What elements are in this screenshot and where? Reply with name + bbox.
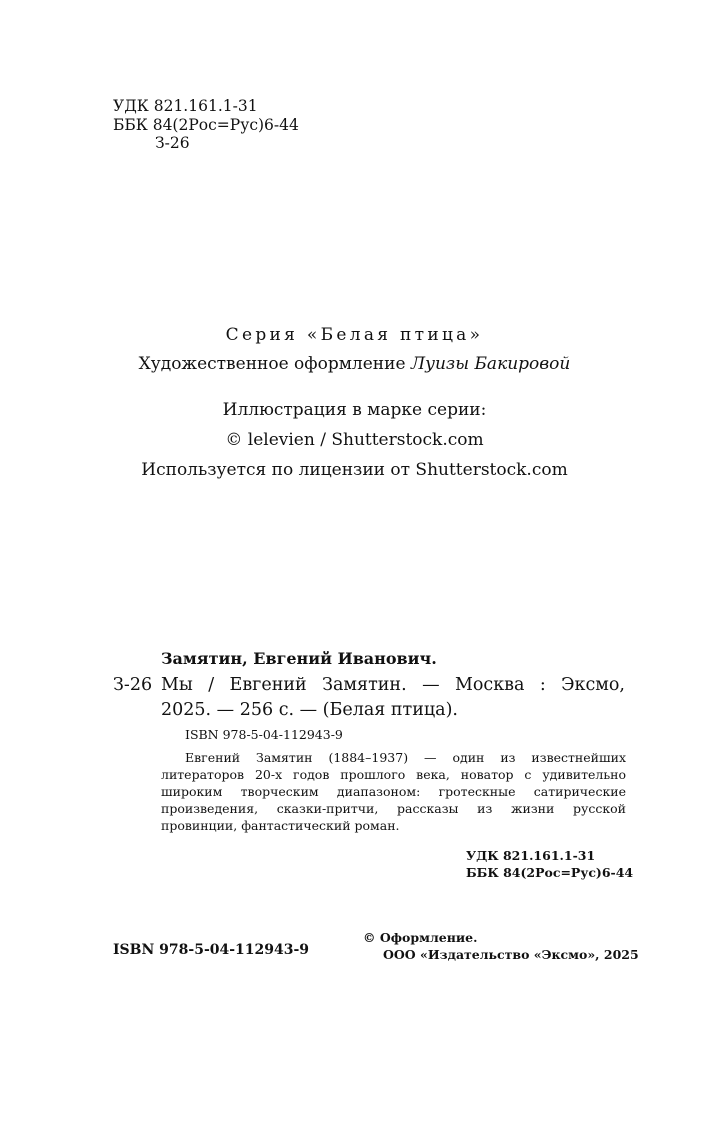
catalog-annotation xyxy=(161,749,626,834)
annotation-line: литераторов 20-х годов прошлого века, новатор с удивительно xyxy=(161,767,626,782)
catalog-author-mark: З-26 xyxy=(113,675,153,695)
catalog-title-line-1: Мы / Евгений Замятин. — Москва : Эксмо, xyxy=(161,675,625,695)
annotation-line: широким творческим диапазоном: гротескные сатирические xyxy=(161,784,626,799)
copyright-notice xyxy=(363,930,639,963)
designer-name: Луизы Бакировой xyxy=(410,354,571,374)
design-credit-prefix: Художественное оформление xyxy=(138,354,406,374)
annotation-line: провинции, фантастический роман. xyxy=(161,818,400,833)
annotation-line: произведения, сказки-притчи, рассказы из жизни русской xyxy=(161,801,626,816)
catalog-author: Замятин, Евгений Иванович. xyxy=(161,649,437,668)
copyright-line-1: © Оформление. xyxy=(363,930,478,945)
footer-isbn: ISBN 978-5-04-112943-9 xyxy=(113,942,310,958)
catalog-udk: УДК 821.161.1-31 xyxy=(466,848,596,863)
illustration-line-2: © lelevien / Shutterstock.com xyxy=(225,430,484,450)
author-mark: З-26 xyxy=(155,134,190,152)
illustration-line-1: Иллюстрация в марке серии: xyxy=(222,400,487,420)
catalog-isbn: ISBN 978-5-04-112943-9 xyxy=(185,727,343,742)
annotation-line: Евгений Замятин (1884–1937) — один из известнейших xyxy=(185,750,626,765)
series-title: Серия «Белая птица» xyxy=(225,325,484,345)
copyright-line-2: ООО «Издательство «Эксмо», 2025 xyxy=(383,946,639,962)
catalog-codes xyxy=(466,847,633,881)
bbk-code: ББК 84(2Рос=Рус)6-44 xyxy=(113,115,299,134)
illustration-credit xyxy=(0,395,709,485)
catalog-title-line-2: 2025. — 256 с. — (Белая птица). xyxy=(161,700,458,720)
udk-code: УДК 821.161.1-31 xyxy=(113,97,258,115)
illustration-line-3: Используется по лицензии от Shutterstock.com xyxy=(141,460,568,480)
classification-codes xyxy=(113,97,299,153)
catalog-bbk: ББК 84(2Рос=Рус)6-44 xyxy=(466,865,634,880)
design-credit xyxy=(0,354,709,374)
